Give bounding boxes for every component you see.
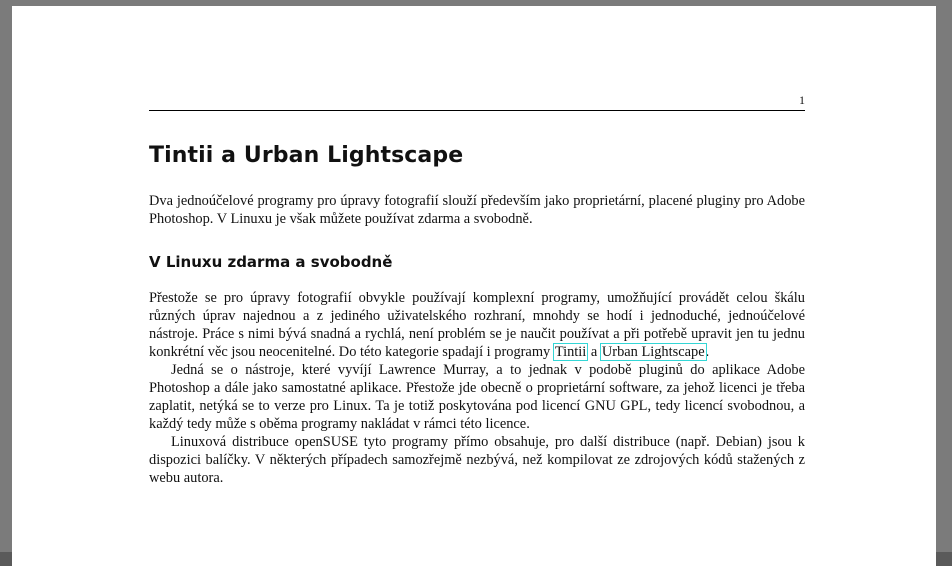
running-header: [149, 92, 805, 111]
body-paragraph-1: [149, 289, 805, 361]
section-body: [149, 289, 805, 487]
body-paragraph-1-text: Přestože se pro úpravy fotografií obvykle používají komplexní programy, umožňující provádět celou škálu různých úprav najednou a z jediného uživatelského rozhraní, mnohdy se hodí i jednoduché, jednoúčelové nástroje. Práce s nimi bývá snadná a rychlá, není problém se je naučit používat a při potřebě upravit jen tu jednu konkrétní věc jsou neocenitelné. Do této kategorie spadají i programy: [149, 290, 805, 360]
link-urban-lightscape[interactable]: Urban Lightscape: [601, 344, 705, 360]
page-number: 1: [799, 93, 805, 107]
body-paragraph-1-end: .: [705, 344, 710, 360]
section-heading: V Linuxu zdarma a svobodně: [149, 253, 393, 271]
link-tintii[interactable]: Tintii: [554, 344, 587, 360]
body-paragraph-1-and: a: [587, 344, 601, 360]
article-title: Tintii a Urban Lightscape: [149, 143, 464, 168]
intro-paragraph: Dva jednoúčelové programy pro úpravy fotografií slouží především jako proprietární, placené pluginy pro Adobe Photoshop. V Linuxu je však můžete používat zdarma a svobodně.: [149, 193, 805, 227]
document-page: [12, 6, 936, 566]
body-paragraph-2: Jedná se o nástroje, které vyvíjí Lawrence Murray, a to jednak v podobě pluginů do aplikace Adobe Photoshop a dále jako samostatné aplikace. Přestože jde obecně o proprietární software, za jehož licenci je třeba zaplatit, netýká se to verze pro Linux. Ta je totiž poskytována pod licencí GNU GPL, tedy licencí svobodnou, a každý tedy může s oběma programy nakládat v rámci této licence.: [149, 362, 805, 432]
body-paragraph-3: Linuxová distribuce openSUSE tyto programy přímo obsahuje, pro další distribuce (např. Debian) jsou k dispozici balíčky. V některých případech samozřejmě nezbývá, než kompilovat ze zdrojových kódů stažených z webu autora.: [149, 434, 805, 486]
